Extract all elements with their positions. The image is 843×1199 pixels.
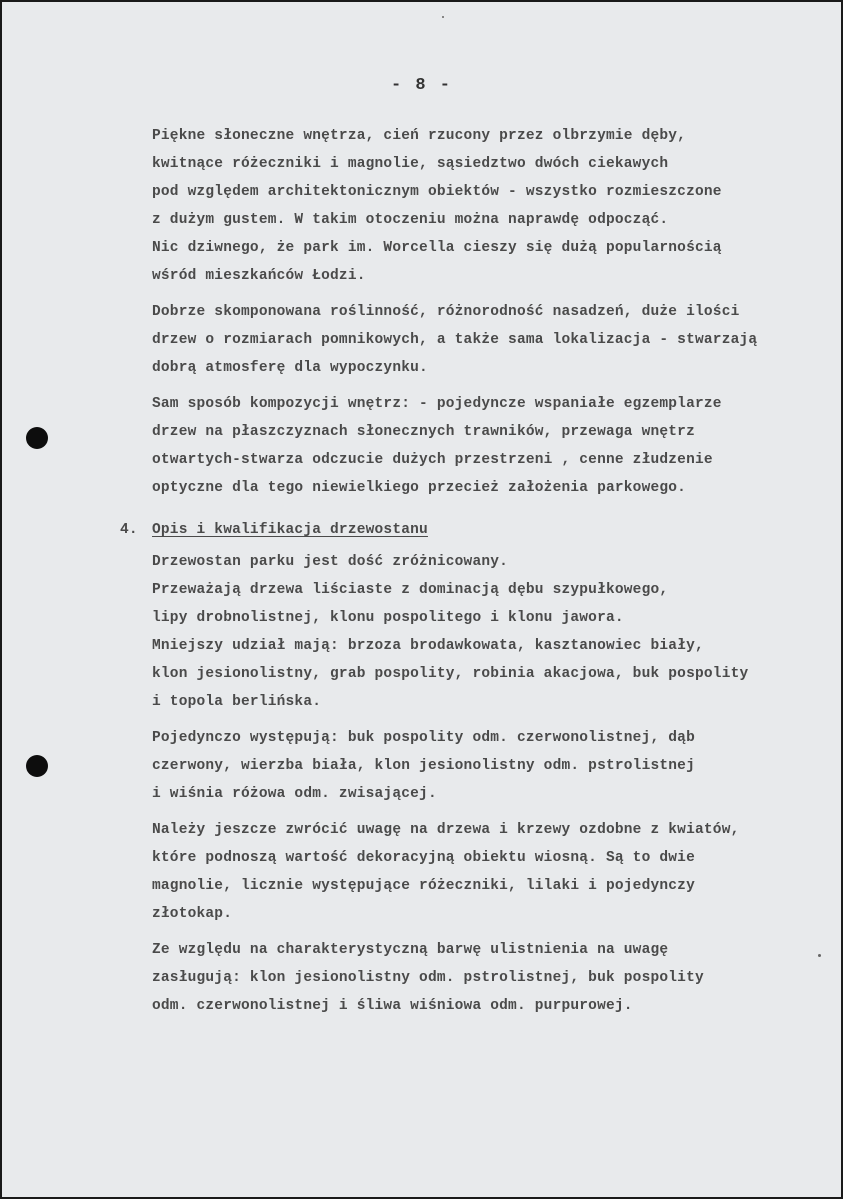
paragraph	[152, 936, 842, 1020]
text-line: Dobrze skomponowana roślinność, różnorodność nasadzeń, duże ilości	[152, 304, 740, 320]
text-line: klon jesionolistny, grab pospolity, robinia akacjowa, buk pospolity	[152, 666, 749, 682]
text-line: i topola berlińska.	[152, 694, 322, 710]
text-line: które podnoszą wartość dekoracyjną obiektu wiosną. Są to dwie	[152, 850, 695, 866]
text-line: Sam sposób kompozycji wnętrz: - pojedyncze wspaniałe egzemplarze	[152, 396, 722, 412]
paragraph	[152, 724, 842, 808]
text-line: kwitnące różeczniki i magnolie, sąsiedztwo dwóch ciekawych	[152, 156, 669, 172]
paper-speck	[442, 16, 444, 18]
paragraph	[152, 390, 842, 502]
text-line: magnolie, licznie występujące różeczniki, lilaki i pojedynczy	[152, 878, 695, 894]
text-line: optyczne dla tego niewielkiego przecież założenia parkowego.	[152, 480, 687, 496]
paragraph	[152, 548, 842, 716]
text-line: odm. czerwonolistnej i śliwa wiśniowa odm. purpurowej.	[152, 998, 633, 1014]
text-line: Pojedynczo występują: buk pospolity odm. czerwonolistnej, dąb	[152, 730, 695, 746]
text-line: zasługują: klon jesionolistny odm. pstrolistnej, buk pospolity	[152, 970, 704, 986]
text-line: Ze względu na charakterystyczną barwę ulistnienia na uwagę	[152, 942, 669, 958]
text-line: Piękne słoneczne wnętrza, cień rzucony przez olbrzymie dęby,	[152, 128, 687, 144]
text-line: Drzewostan parku jest dość zróżnicowany.	[152, 554, 509, 570]
page-body	[120, 122, 842, 1028]
paragraph	[152, 816, 842, 928]
paragraph	[152, 298, 842, 382]
section-number: 4.	[120, 522, 138, 538]
text-line: wśród mieszkańców Łodzi.	[152, 268, 366, 284]
text-line: złotokap.	[152, 906, 233, 922]
text-line: drzew na płaszczyznach słonecznych trawników, przewaga wnętrz	[152, 424, 695, 440]
text-line: czerwony, wierzba biała, klon jesionolistny odm. pstrolistnej	[152, 758, 695, 774]
section-heading	[120, 516, 842, 544]
text-line: drzew o rozmiarach pomnikowych, a także sama lokalizacja - stwarzają	[152, 332, 758, 348]
text-line: lipy drobnolistnej, klonu pospolitego i klonu jawora.	[152, 610, 624, 626]
page-number: - 8 -	[390, 76, 452, 95]
text-line: Należy jeszcze zwrócić uwagę na drzewa i krzewy ozdobne z kwiatów,	[152, 822, 740, 838]
text-line: otwartych-stwarza odczucie dużych przestrzeni , cenne złudzenie	[152, 452, 713, 468]
text-line: Nic dziwnego, że park im. Worcella cieszy się dużą popularnością	[152, 240, 722, 256]
text-line: pod względem architektonicznym obiektów - wszystko rozmieszczone	[152, 184, 722, 200]
text-line: Przeważają drzewa liściaste z dominacją dębu szypułkowego,	[152, 582, 669, 598]
text-line: Mniejszy udział mają: brzoza brodawkowata, kasztanowiec biały,	[152, 638, 704, 654]
paragraph	[152, 122, 842, 290]
text-line: z dużym gustem. W takim otoczeniu można naprawdę odpocząć.	[152, 212, 669, 228]
text-line: i wiśnia różowa odm. zwisającej.	[152, 786, 437, 802]
section-title: Opis i kwalifikacja drzewostanu	[152, 522, 428, 538]
text-line: dobrą atmosferę dla wypoczynku.	[152, 360, 428, 376]
punch-hole	[26, 427, 48, 449]
punch-hole	[26, 755, 48, 777]
